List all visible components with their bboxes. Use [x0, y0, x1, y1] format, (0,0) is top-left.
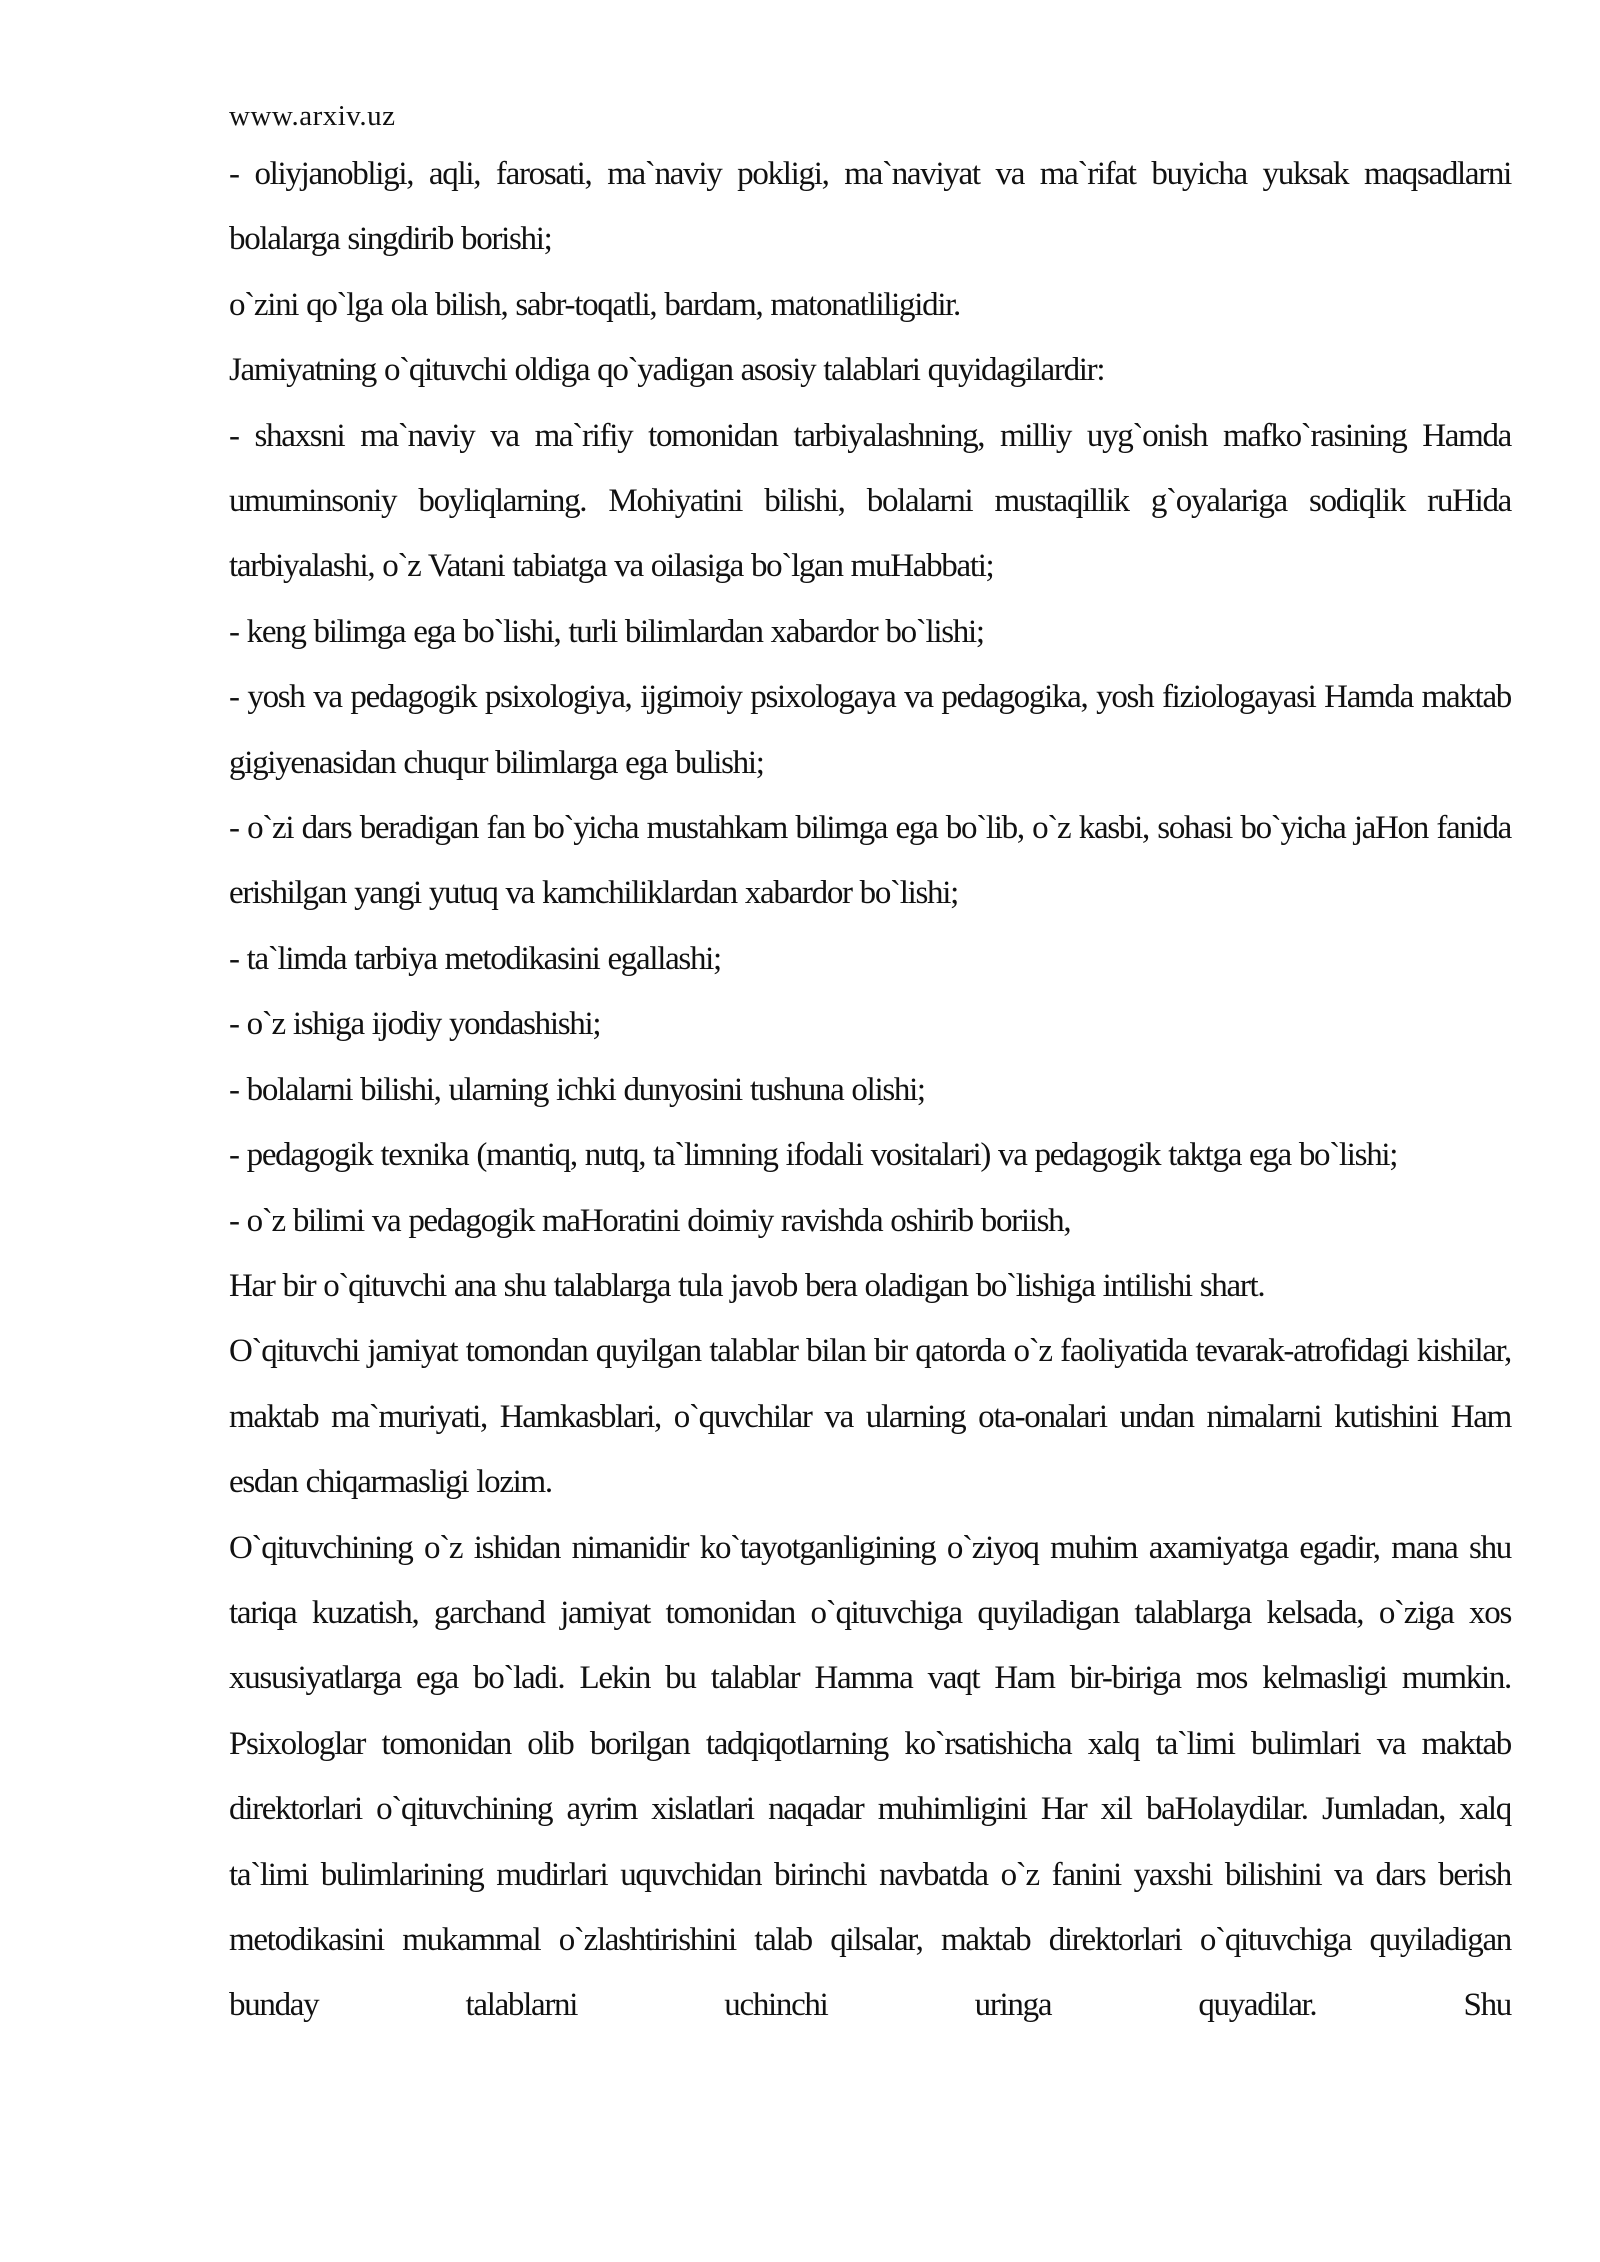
paragraph-3: Jamiyatning o`qituvchi oldiga qo`yadigan asosiy talablari quyidagilardir: — [229, 352, 1105, 389]
paragraph-13: Har bir o`qituvchi ana shu talablarga tula javob bera oladigan bo`lishiga intilishi shart. — [229, 1267, 1265, 1304]
paragraph-2: o`zini qo`lga ola bilish, sabr-toqatli, bardam, matonatliligidir. — [229, 286, 960, 323]
paragraph-8: - ta`limda tarbiya metodikasini egallashi; — [229, 940, 721, 977]
paragraph-9: - o`z ishiga ijodiy yondashishi; — [229, 1006, 601, 1043]
paragraph-15: O`qituvchining o`z ishidan nimanidir ko`tayotganligining o`ziyoq muhim axamiyatga egadir, mana shu tariqa kuzatish, garchand jamiyat tomonidan o`qituvchiga quyiladigan talablarga kelsada, o`ziga xos xususiyatlarga ega bo`ladi. Lekin bu talablar Hamma vaqt Ham bir-biriga mos kelmasligi mumkin. Psixologlar tomonidan olib borilgan tadqiqotlarning ko`rsatishicha xalq ta`limi bulimlari va maktab direktorlari o`qituvchining ayrim xislatlari naqadar muhimligini Har xil baHolaydilar. Jumladan, xalq ta`limi bulimlarining mudirlari uquvchidan birinchi navbatda o`z fanini yaxshi bilishini va dars berish metodikasini mukammal o`zlashtirishini talab qilsalar, maktab direktorlari o`qituvchiga quyiladigan bunday talablarni uchinchi uringa quyadilar. Shu — [229, 1529, 1511, 2024]
paragraph-10: - bolalarni bilishi, ularning ichki dunyosini tushuna olishi; — [229, 1071, 925, 1108]
paragraph-1: - oliyjanobligi, aqli, farosati, ma`naviy pokligi, ma`naviyat va ma`rifat buyicha yuksak maqsadlarni bolalarga singdirib borishi; — [229, 156, 1511, 258]
paragraph-7: - o`zi dars beradigan fan bo`yicha mustahkam bilimga ega bo`lib, o`z kasbi, sohasi bo`yicha jaHon fanida erishilgan yangi yutuq va kamchiliklardan xabardor bo`lishi; — [229, 810, 1511, 912]
site-header: www.arxiv.uz — [229, 100, 396, 132]
paragraph-5: - keng bilimga ega bo`lishi, turli bilimlardan xabardor bo`lishi; — [229, 613, 984, 650]
paragraph-6: - yosh va pedagogik psixologiya, ijgimoiy psixologaya va pedagogika, yosh fiziologayasi Hamda maktab gigiyenasidan chuqur bilimlarga ega bulishi; — [229, 679, 1511, 781]
document-page — [229, 92, 1511, 2039]
document-body — [229, 142, 1511, 2039]
paragraph-11: - pedagogik texnika (mantiq, nutq, ta`limning ifodali vositalari) va pedagogik taktga ega bo`lishi; — [229, 1137, 1398, 1174]
paragraph-4: - shaxsni ma`naviy va ma`rifiy tomonidan tarbiyalashning, milliy uyg`onish mafko`rasining Hamda umuminsoniy boyliqlarning. Mohiyatini bilishi, bolalarni mustaqillik g`oyalariga sodiqlik ruHida tarbiyalashi, o`z Vatani tabiatga va oilasiga bo`lgan muHabbati; — [229, 417, 1511, 585]
paragraph-12: - o`z bilimi va pedagogik maHoratini doimiy ravishda oshirib boriish, — [229, 1202, 1071, 1239]
paragraph-14: O`qituvchi jamiyat tomondan quyilgan talablar bilan bir qatorda o`z faoliyatida tevarak-atrofidagi kishilar, maktab ma`muriyati, Hamkasblari, o`quvchilar va ularning ota-onalari undan nimalarni kutishini Ham esdan chiqarmasligi lozim. — [229, 1333, 1511, 1501]
